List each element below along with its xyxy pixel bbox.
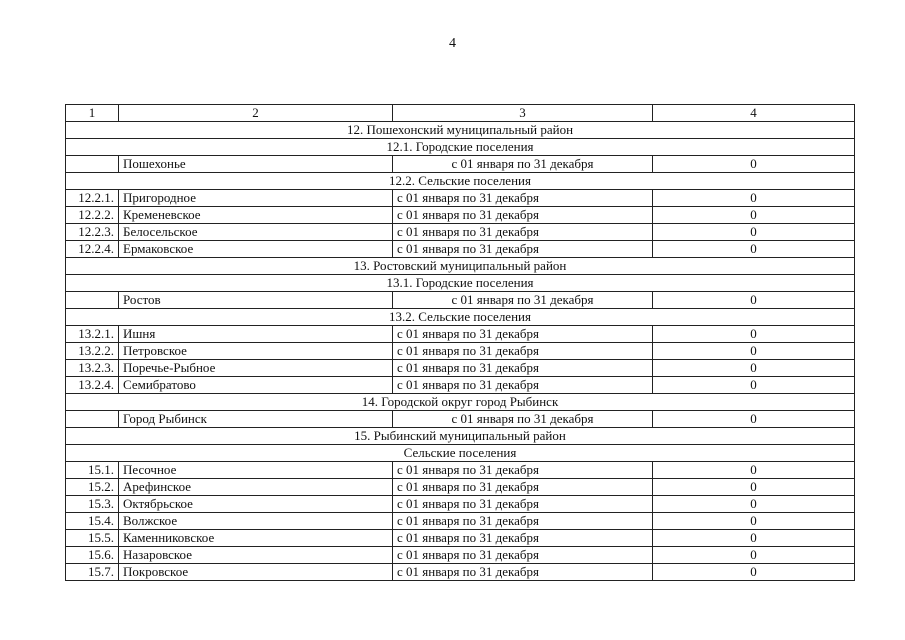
section-heading: 13. Ростовский муниципальный район (66, 258, 855, 275)
value: 0 (653, 292, 855, 309)
period: с 01 января по 31 декабря (393, 241, 653, 258)
period: с 01 января по 31 декабря (393, 292, 653, 309)
value: 0 (653, 530, 855, 547)
value: 0 (653, 207, 855, 224)
row-number: 13.2.2. (66, 343, 119, 360)
row-number (66, 411, 119, 428)
row-number: 15.7. (66, 564, 119, 581)
column-header-3: 3 (393, 105, 653, 122)
table-row (66, 547, 855, 564)
section-row (66, 173, 855, 190)
period: с 01 января по 31 декабря (393, 156, 653, 173)
row-number: 13.2.1. (66, 326, 119, 343)
table-row (66, 241, 855, 258)
value: 0 (653, 411, 855, 428)
section-heading: 13.2. Сельские поселения (66, 309, 855, 326)
period: с 01 января по 31 декабря (393, 207, 653, 224)
section-row (66, 275, 855, 292)
settlement-name: Ишня (119, 326, 393, 343)
row-number (66, 156, 119, 173)
period: с 01 января по 31 декабря (393, 411, 653, 428)
row-number: 12.2.1. (66, 190, 119, 207)
value: 0 (653, 360, 855, 377)
period: с 01 января по 31 декабря (393, 190, 653, 207)
value: 0 (653, 190, 855, 207)
settlement-name: Белосельское (119, 224, 393, 241)
table-row (66, 479, 855, 496)
row-number: 12.2.4. (66, 241, 119, 258)
settlement-name: Волжское (119, 513, 393, 530)
value: 0 (653, 479, 855, 496)
settlement-name: Пригородное (119, 190, 393, 207)
table-row (66, 156, 855, 173)
table-row (66, 377, 855, 394)
row-number: 12.2.3. (66, 224, 119, 241)
column-header-1: 1 (66, 105, 119, 122)
section-heading: 15. Рыбинский муниципальный район (66, 428, 855, 445)
period: с 01 января по 31 декабря (393, 343, 653, 360)
page-number: 4 (449, 36, 456, 51)
section-row (66, 258, 855, 275)
section-heading: 12. Пошехонский муниципальный район (66, 122, 855, 139)
settlement-name: Поречье-Рыбное (119, 360, 393, 377)
table-row (66, 564, 855, 581)
table-row (66, 292, 855, 309)
settlement-name: Ростов (119, 292, 393, 309)
period: с 01 января по 31 декабря (393, 360, 653, 377)
settlement-name: Пошехонье (119, 156, 393, 173)
row-number: 15.6. (66, 547, 119, 564)
table-row (66, 207, 855, 224)
table-row (66, 343, 855, 360)
value: 0 (653, 241, 855, 258)
row-number (66, 292, 119, 309)
settlement-name: Песочное (119, 462, 393, 479)
settlement-name: Петровское (119, 343, 393, 360)
period: с 01 января по 31 декабря (393, 530, 653, 547)
row-number: 15.5. (66, 530, 119, 547)
table-row (66, 360, 855, 377)
value: 0 (653, 564, 855, 581)
table-row (66, 190, 855, 207)
table-row (66, 411, 855, 428)
row-number: 15.2. (66, 479, 119, 496)
value: 0 (653, 224, 855, 241)
value: 0 (653, 462, 855, 479)
section-row (66, 394, 855, 411)
period: с 01 января по 31 декабря (393, 377, 653, 394)
row-number: 15.1. (66, 462, 119, 479)
settlement-name: Город Рыбинск (119, 411, 393, 428)
table-body (66, 105, 855, 581)
section-row (66, 122, 855, 139)
table-row (66, 326, 855, 343)
value: 0 (653, 377, 855, 394)
row-number: 13.2.3. (66, 360, 119, 377)
table-row (66, 496, 855, 513)
settlement-name: Семибратово (119, 377, 393, 394)
row-number: 15.3. (66, 496, 119, 513)
period: с 01 января по 31 декабря (393, 496, 653, 513)
table-header-row (66, 105, 855, 122)
value: 0 (653, 496, 855, 513)
period: с 01 января по 31 декабря (393, 513, 653, 530)
period: с 01 января по 31 декабря (393, 462, 653, 479)
value: 0 (653, 343, 855, 360)
settlement-name: Кременевское (119, 207, 393, 224)
period: с 01 января по 31 декабря (393, 479, 653, 496)
section-row (66, 139, 855, 156)
section-heading: Сельские поселения (66, 445, 855, 462)
row-number: 15.4. (66, 513, 119, 530)
row-number: 12.2.2. (66, 207, 119, 224)
settlement-name: Покровское (119, 564, 393, 581)
period: с 01 января по 31 декабря (393, 326, 653, 343)
settlement-name: Октябрьское (119, 496, 393, 513)
value: 0 (653, 547, 855, 564)
value: 0 (653, 513, 855, 530)
settlement-name: Назаровское (119, 547, 393, 564)
section-row (66, 309, 855, 326)
value: 0 (653, 326, 855, 343)
period: с 01 января по 31 декабря (393, 564, 653, 581)
settlement-name: Ермаковское (119, 241, 393, 258)
table-row (66, 530, 855, 547)
section-heading: 12.2. Сельские поселения (66, 173, 855, 190)
section-heading: 12.1. Городские поселения (66, 139, 855, 156)
table-row (66, 462, 855, 479)
section-heading: 14. Городской округ город Рыбинск (66, 394, 855, 411)
table-row (66, 224, 855, 241)
settlement-name: Арефинское (119, 479, 393, 496)
settlement-name: Каменниковское (119, 530, 393, 547)
period: с 01 января по 31 декабря (393, 547, 653, 564)
row-number: 13.2.4. (66, 377, 119, 394)
column-header-2: 2 (119, 105, 393, 122)
section-row (66, 428, 855, 445)
section-row (66, 445, 855, 462)
section-heading: 13.1. Городские поселения (66, 275, 855, 292)
column-header-4: 4 (653, 105, 855, 122)
data-table (65, 104, 855, 581)
value: 0 (653, 156, 855, 173)
table-row (66, 513, 855, 530)
period: с 01 января по 31 декабря (393, 224, 653, 241)
